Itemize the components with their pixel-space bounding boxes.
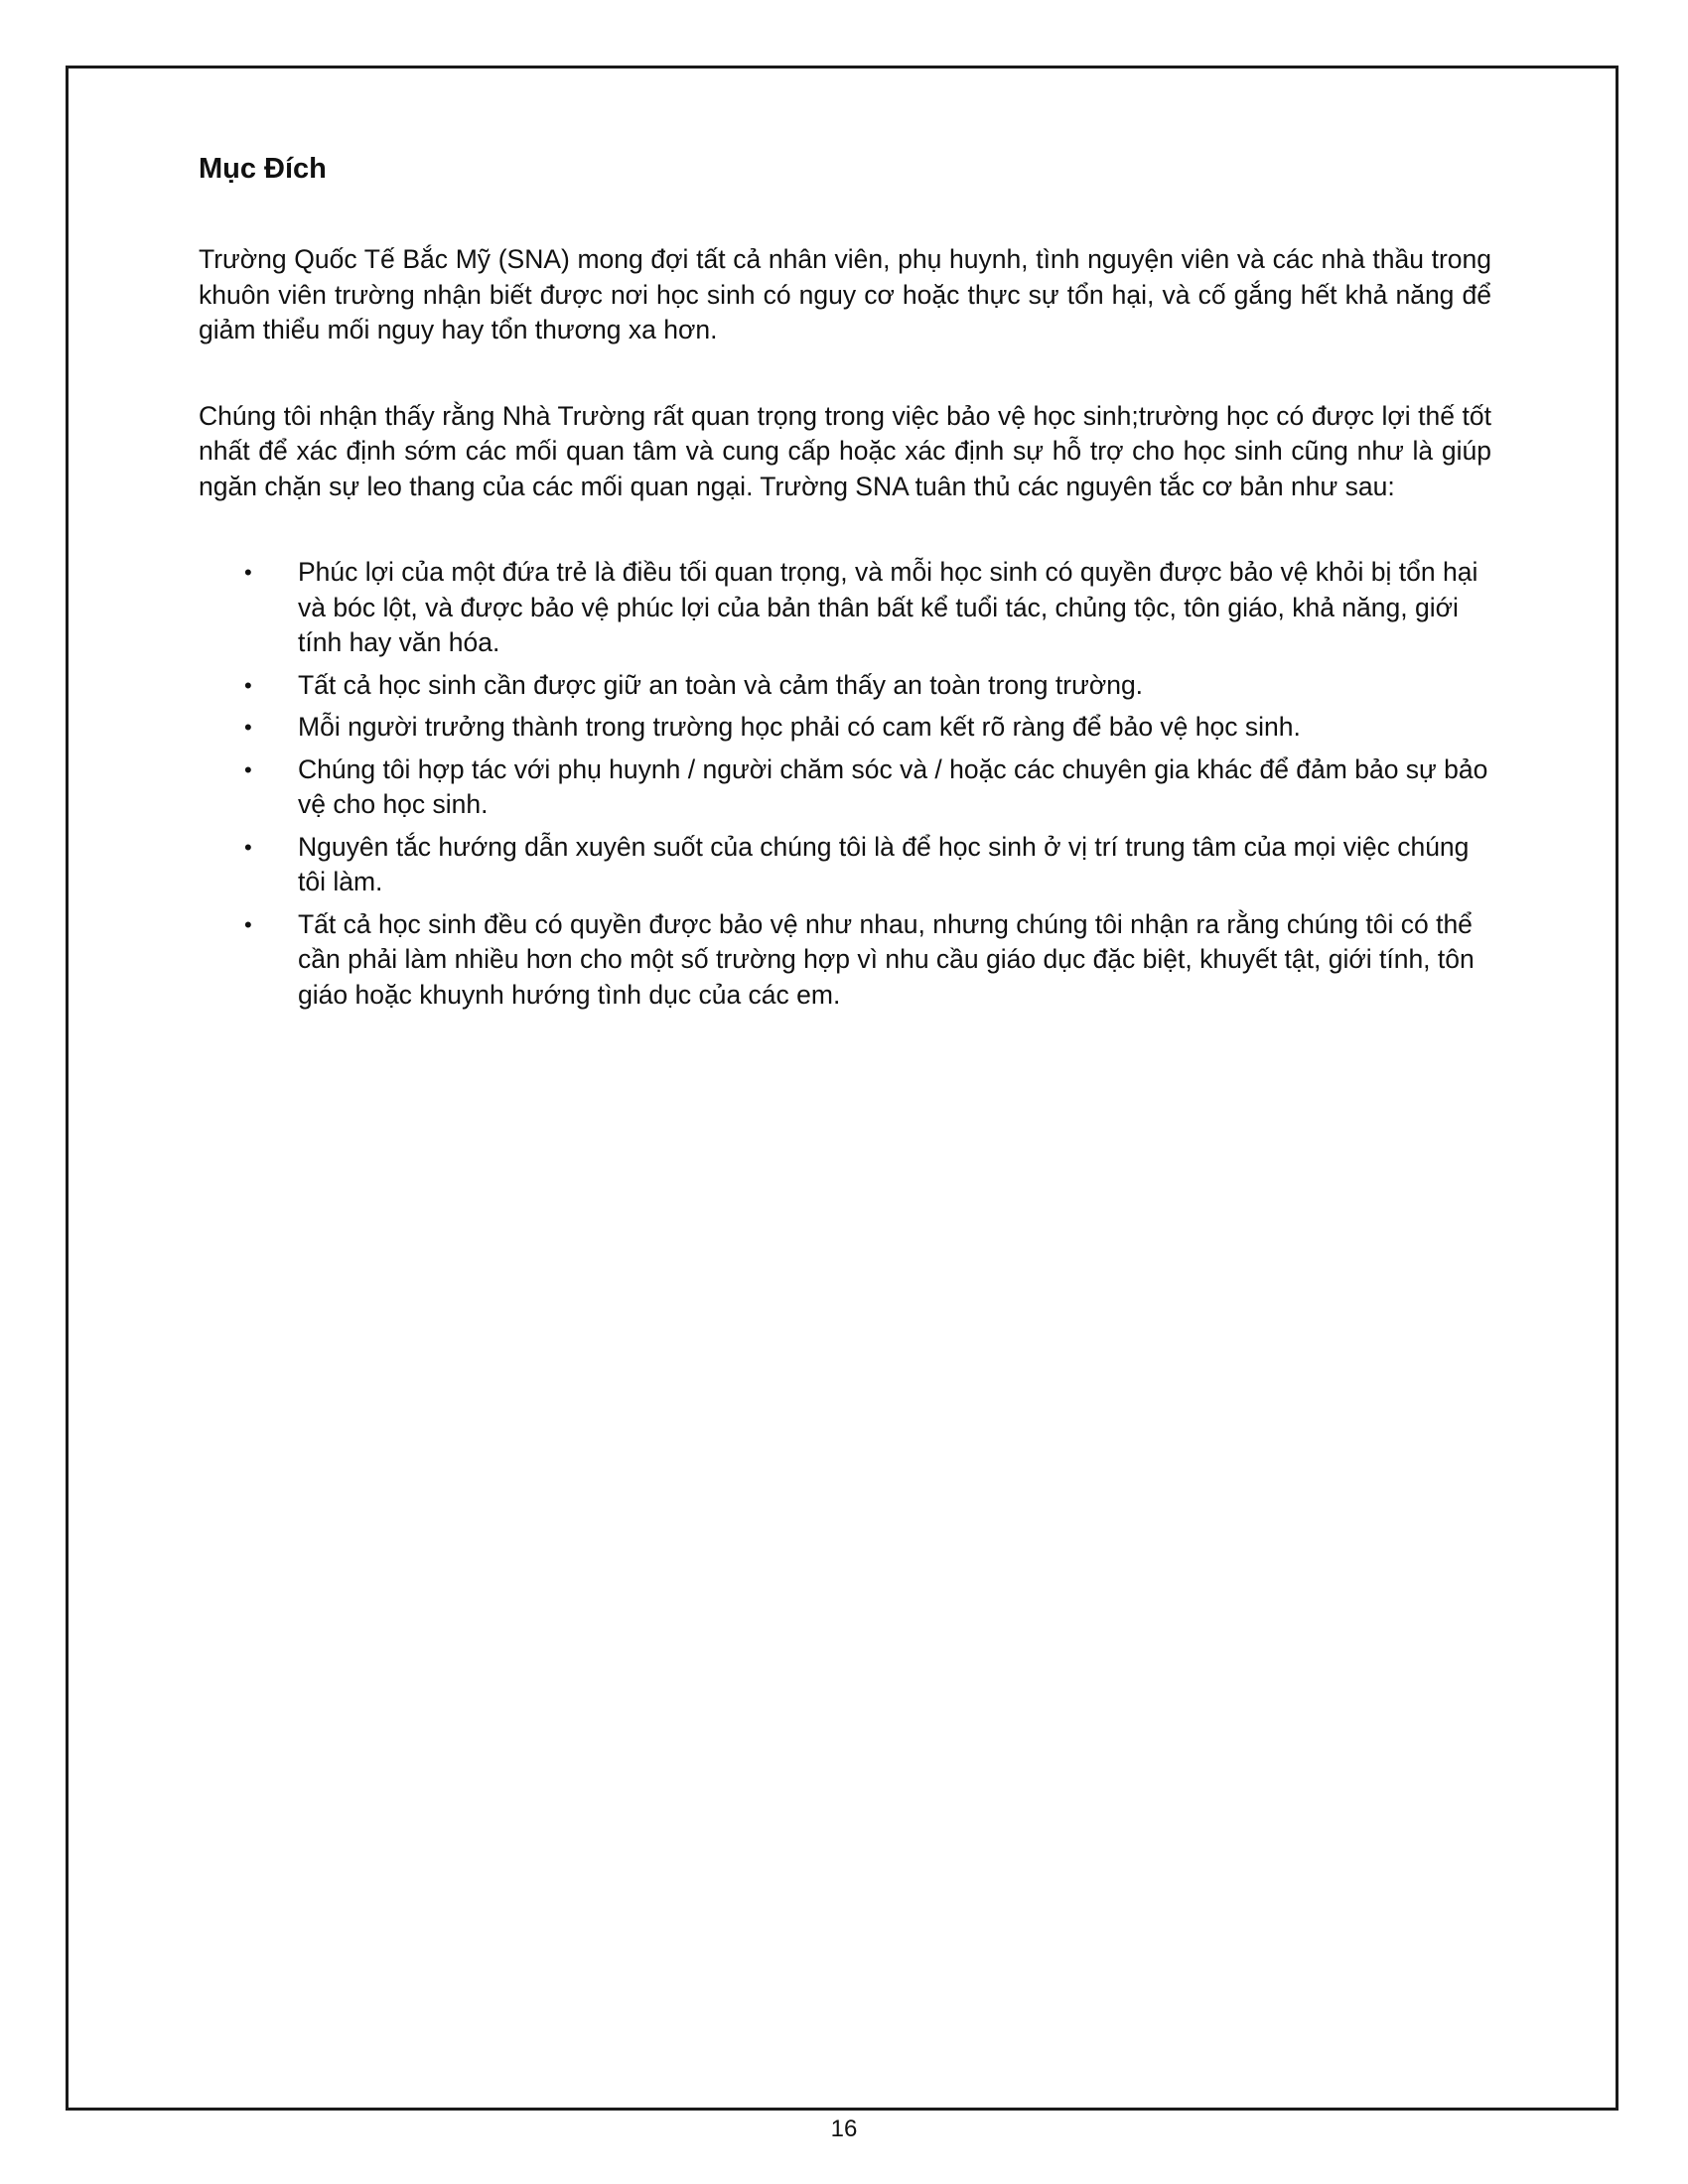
bullet-icon: • bbox=[244, 756, 252, 782]
list-item-text: Mỗi người trưởng thành trong trường học phải có cam kết rõ ràng để bảo vệ học sinh. bbox=[298, 712, 1301, 742]
intro-paragraph: Trường Quốc Tế Bắc Mỹ (SNA) mong đợi tất cả nhân viên, phụ huynh, tình nguyện viên và các nhà thầu trong khuôn viên trường nhận biết được nơi học sinh có nguy cơ hoặc thực sự tổn hại, và cố gắng hết khả năng để giảm thiểu mối nguy hay tổn thương xa hơn. bbox=[199, 244, 1491, 344]
list-item bbox=[199, 555, 1491, 661]
list-item bbox=[199, 710, 1491, 746]
page-number: 16 bbox=[830, 2116, 858, 2142]
list-item bbox=[199, 752, 1491, 823]
bullet-icon: • bbox=[244, 715, 252, 740]
bullet-icon: • bbox=[244, 911, 252, 937]
list-item-text: Tất cả học sinh đều có quyền được bảo vệ như nhau, nhưng chúng tôi nhận ra rằng chúng tôi có thể cần phải làm nhiều hơn cho một số trường hợp vì nhu cầu giáo dục đặc biệt, khuyết tật, giới tính, tôn giáo hoặc khuynh hướng tình dục của các em. bbox=[298, 908, 1475, 1010]
bullet-icon: • bbox=[244, 834, 252, 860]
list-item bbox=[199, 907, 1491, 1014]
principles-list bbox=[199, 555, 1491, 1013]
list-item-text: Chúng tôi hợp tác với phụ huynh / người chăm sóc và / hoặc các chuyên gia khác để đảm bảo sự bảo vệ cho học sinh. bbox=[298, 753, 1488, 819]
list-item-text: Nguyên tắc hướng dẫn xuyên suốt của chúng tôi là để học sinh ở vị trí trung tâm của mọi việc chúng tôi làm. bbox=[298, 831, 1470, 896]
section-heading: Mục Đích bbox=[199, 153, 327, 185]
list-item-text: Tất cả học sinh cần được giữ an toàn và cảm thấy an toàn trong trường. bbox=[298, 669, 1144, 700]
list-item-text: Phúc lợi của một đứa trẻ là điều tối quan trọng, và mỗi học sinh có quyền được bảo vệ khỏi bị tổn hại và bóc lột, và được bảo vệ phúc lợi của bản thân bất kể tuổi tác, chủng tộc, tôn giáo, khả năng, giới tính hay văn hóa. bbox=[298, 557, 1478, 657]
bullet-icon: • bbox=[244, 672, 252, 698]
list-item bbox=[199, 830, 1491, 900]
principles-intro-paragraph: Chúng tôi nhận thấy rằng Nhà Trường rất quan trọng trong việc bảo vệ học sinh;trường học có được lợi thế tốt nhất để xác định sớm các mối quan tâm và cung cấp hoặc xác định sự hỗ trợ cho học sinh cũng như là giúp ngăn chặn sự leo thang của các mối quan ngại. Trường SNA tuân thủ các nguyên tắc cơ bản như sau: bbox=[199, 400, 1491, 501]
bullet-icon: • bbox=[244, 560, 252, 585]
list-item bbox=[199, 668, 1491, 704]
document-body bbox=[199, 151, 1491, 1020]
